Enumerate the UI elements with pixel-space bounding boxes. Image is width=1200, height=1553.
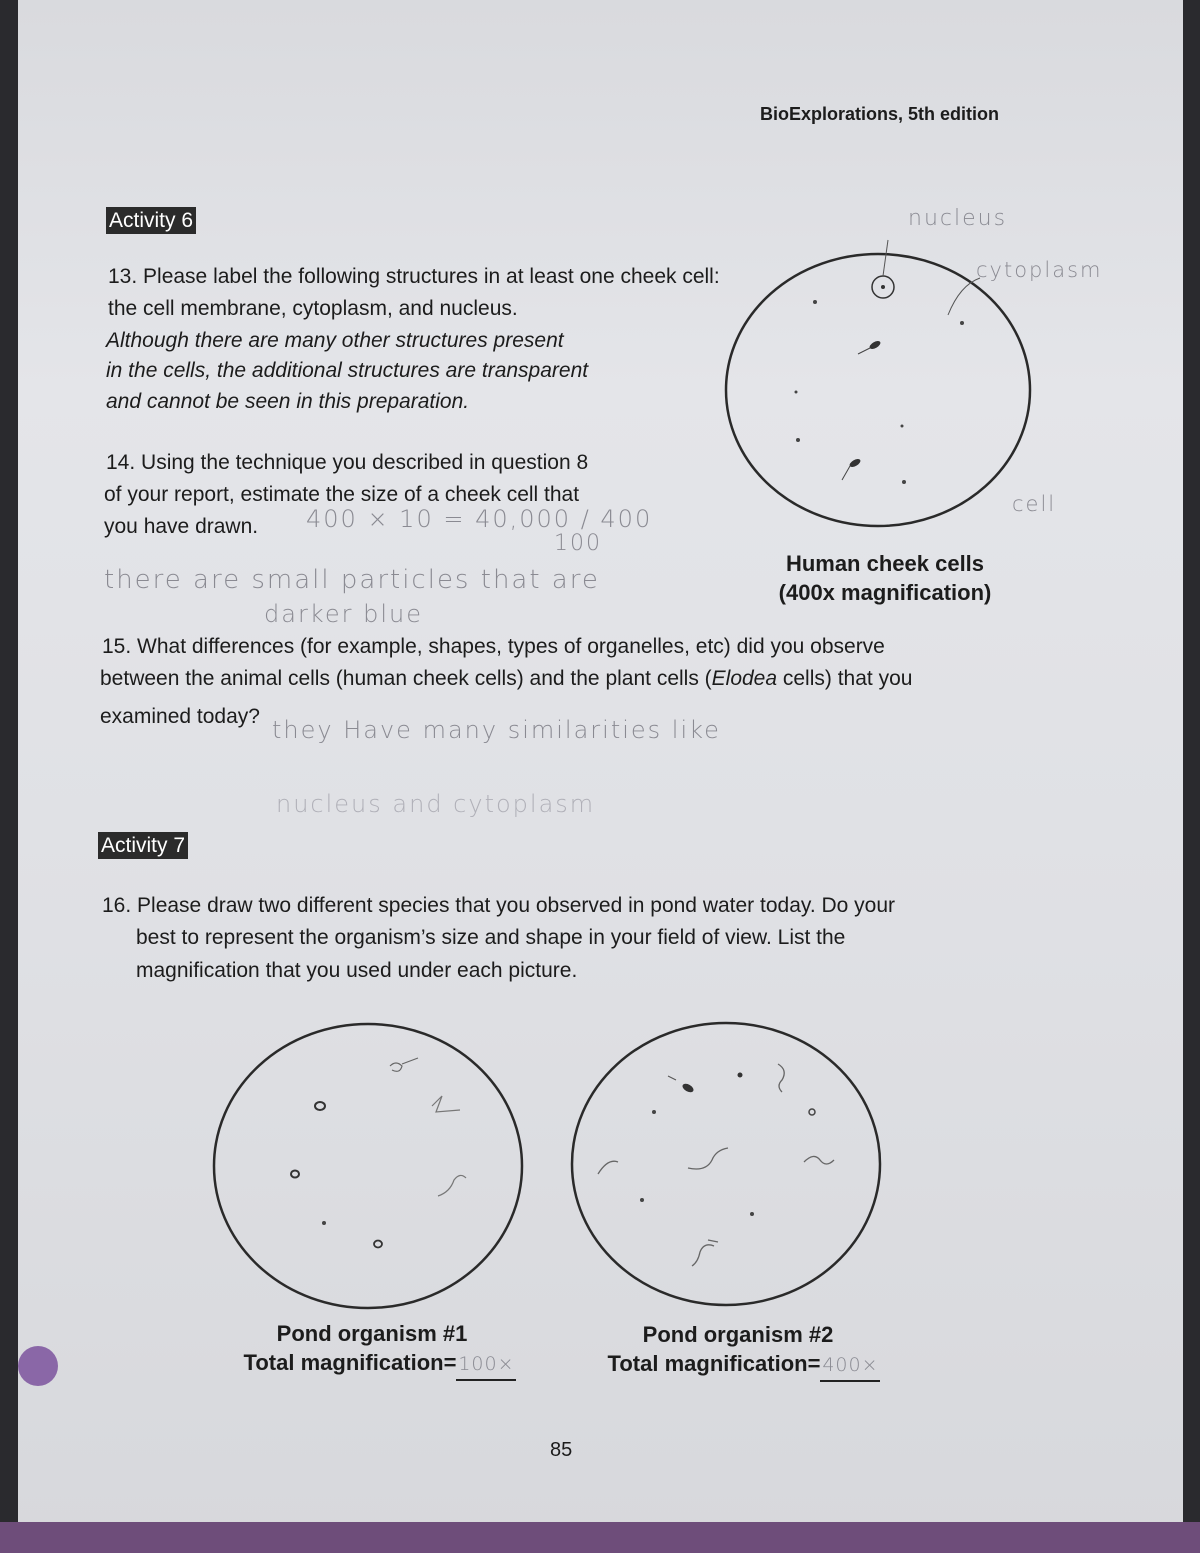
- pond-2-title: Pond organism #2: [642, 1322, 834, 1347]
- pond-1-magnification: Total magnification= 100×: [230, 1348, 530, 1381]
- organism-squiggle: [688, 1148, 728, 1169]
- particle: [902, 480, 906, 484]
- cheek-caption-title: Human cheek cells: [785, 551, 985, 576]
- particle: [813, 300, 817, 304]
- organism-squiggle: [432, 1096, 460, 1112]
- particle: [848, 457, 861, 468]
- q14-line1: 14. Using the technique you described in question 8: [106, 451, 589, 474]
- q13-note2: in the cells, the additional structures are transparent: [106, 359, 589, 382]
- q14-line2: of your report, estimate the size of a cheek cell that: [104, 483, 580, 506]
- organism-squiggle: [390, 1058, 418, 1071]
- particle: [868, 339, 881, 350]
- organism: [809, 1109, 815, 1115]
- organism-squiggle: [804, 1156, 834, 1164]
- pond-1-title: Pond organism #1: [276, 1321, 468, 1346]
- pond-organism-2-field: [568, 1020, 888, 1312]
- table-surface: [0, 1522, 1200, 1553]
- cheek-caption-magnification: (400x magnification): [778, 580, 992, 605]
- organism: [652, 1110, 656, 1114]
- organism-squiggle: [438, 1175, 466, 1196]
- q13-line1: 13. Please label the following structures in at least one cheek cell:: [108, 265, 720, 288]
- cheek-cell-membrane: [726, 254, 1030, 526]
- label-cell: cell: [1012, 492, 1057, 516]
- particle: [796, 438, 800, 442]
- nucleus-dot: [881, 285, 885, 289]
- particle-tail: [858, 348, 870, 354]
- activity-6-label: Activity 6: [106, 207, 196, 234]
- organism: [640, 1198, 644, 1202]
- page-number: 85: [550, 1439, 573, 1461]
- q14-line3: you have drawn.: [104, 515, 259, 538]
- particle: [795, 391, 798, 394]
- particle: [901, 425, 904, 428]
- q16-line1: 16. Please draw two different species that you observed in pond water today. Do your: [102, 894, 896, 917]
- q16-line3: magnification that you used under each picture.: [136, 959, 578, 982]
- q15-answer1: they Have many similarities like: [272, 716, 721, 744]
- q14-answer-calc: 400 × 10 = 40,000 / 400: [306, 505, 653, 533]
- label-nucleus: nucleus: [908, 206, 1008, 231]
- q13-note1: Although there are many other structures present: [106, 329, 564, 352]
- q14-answer-note1: there are small particles that are: [104, 565, 600, 595]
- q16-line2: best to represent the organism’s size and shape in your field of view. List the: [136, 926, 846, 949]
- q13-note3: and cannot be seen in this preparation.: [106, 390, 470, 413]
- cheek-cell-field-of-view: [720, 250, 1040, 535]
- organism-squiggle: [692, 1240, 718, 1266]
- pond-1-outline: [214, 1024, 522, 1308]
- pond-2-magnification: Total magnification= 400×: [594, 1349, 894, 1382]
- organism: [322, 1221, 326, 1225]
- organism: [681, 1082, 695, 1094]
- organism-squiggle: [778, 1064, 784, 1092]
- q15-line3: examined today?: [100, 705, 260, 728]
- organism-tail: [668, 1076, 676, 1080]
- q13-line2: the cell membrane, cytoplasm, and nucleus.: [108, 297, 518, 320]
- q15-line1: 15. What differences (for example, shapes, types of organelles, etc) did you observe: [102, 635, 885, 658]
- organism: [315, 1102, 325, 1110]
- organism: [291, 1171, 299, 1178]
- organism-squiggle: [598, 1161, 618, 1174]
- organism: [738, 1073, 743, 1078]
- cytoplasm-pointer: [948, 278, 980, 315]
- pond-organism-1-field: [210, 1020, 530, 1316]
- label-cytoplasm: cytoplasm: [976, 258, 1103, 282]
- activity-7-label: Activity 7: [98, 832, 188, 859]
- q14-answer-result: 100: [554, 531, 602, 556]
- q15-line2: between the animal cells (human cheek cells) and the plant cells (Elodea cells) that you: [100, 667, 913, 690]
- particle-tail: [842, 466, 850, 480]
- q14-answer-note2: darker blue: [264, 600, 423, 628]
- particle: [960, 321, 964, 325]
- purple-sticker: [18, 1346, 58, 1386]
- pond-2-outline: [572, 1023, 880, 1305]
- edition-header: BioExplorations, 5th edition: [760, 104, 1000, 124]
- q15-answer2: nucleus and cytoplasm: [276, 790, 596, 818]
- organism: [374, 1241, 382, 1248]
- organism: [750, 1212, 754, 1216]
